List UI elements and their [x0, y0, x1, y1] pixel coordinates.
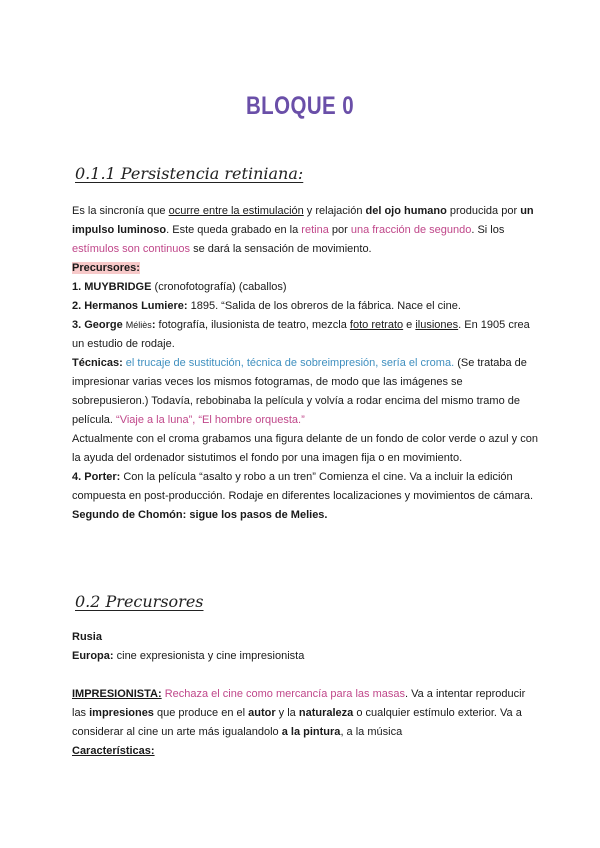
bold-text: del ojo humano	[365, 205, 447, 217]
bold-text: a la pintura	[281, 726, 341, 738]
bold-text: autor	[248, 707, 276, 719]
blue-text: el trucaje de sustitución, técnica de sobreimpresión, sería el croma.	[122, 357, 455, 369]
text-run: . Este queda grabado en la	[166, 224, 302, 236]
item-label: 2. Hermanos Lumiere:	[72, 300, 188, 312]
section-heading-persistencia: 0.1.1 Persistencia retiniana:	[75, 164, 304, 183]
caracteristicas-label: Características:	[72, 745, 155, 757]
precursor-item-2	[72, 297, 542, 316]
item-label: 3. George	[72, 319, 126, 331]
text-run: y la	[275, 707, 299, 719]
pink-text: “Viaje a la luna”, “El hombre orquesta.”	[116, 414, 305, 426]
text-run: por	[328, 224, 351, 236]
text-run: que produce en el	[153, 707, 249, 719]
item-label: 4. Porter:	[72, 471, 121, 483]
text-run: producida por	[446, 205, 521, 217]
item-name: Méliès	[125, 320, 152, 330]
pink-text: Rechaza el cine como mercancía para las masas	[161, 688, 405, 700]
pink-text: estímulos son continuos	[72, 243, 191, 255]
tecnicas-text: (Se trataba de impresionar varias veces los mismos fotogramas, de modo que las imágenes se sobrepusieron.) Todavía, rebobinaba la película y volvía a rodar encima del mismo tramo de película.	[72, 357, 527, 426]
underlined-text: ilusiones	[415, 319, 459, 331]
bold-text: naturaleza	[298, 707, 354, 719]
section-body-precursores	[72, 628, 542, 761]
intro-paragraph	[72, 202, 542, 259]
page-title: BLOQUE 0	[245, 92, 355, 120]
item-colon: :	[151, 319, 156, 331]
chomon-line	[72, 506, 542, 525]
impresionista-label: IMPRESIONISTA:	[72, 688, 162, 700]
section-body-persistencia	[72, 202, 542, 525]
precursor-item-1	[72, 278, 542, 297]
text-run: se dará la sensación de movimiento.	[190, 243, 372, 255]
bold-text: impresiones	[89, 707, 154, 719]
item-text: fotografía, ilusionista de teatro, mezcla	[155, 319, 350, 331]
text-run: y relajación	[303, 205, 366, 217]
text-run: , a la música	[340, 726, 403, 738]
item-text: e	[403, 319, 416, 331]
precursores-label: Precursores:	[72, 262, 140, 274]
section-heading-precursores: 0.2 Precursores	[75, 592, 204, 611]
europa-label: Europa:	[72, 650, 114, 662]
item-text: . En 1905 crea un estudio de rodaje.	[72, 319, 530, 350]
rusia-line	[72, 628, 542, 647]
caracteristicas-line	[72, 742, 542, 761]
bold-text: un impulso luminoso	[72, 205, 534, 236]
spacer	[72, 666, 542, 685]
europa-line	[72, 647, 542, 666]
pink-text: una fracción de segundo	[350, 224, 472, 236]
croma-paragraph: Actualmente con el croma grabamos una figura delante de un fondo de color verde o azul y con la ayuda del ordenador sistutimos el fondo por una imagen fija o en movimiento.	[72, 433, 538, 464]
chomon-text: Segundo de Chomón: sigue los pasos de Melies.	[72, 509, 328, 521]
underlined-text: ocurre entre la estimulación	[168, 205, 304, 217]
tecnicas-label: Técnicas:	[72, 357, 123, 369]
rusia-label: Rusia	[72, 631, 102, 643]
text-run: o cualquier estímulo exterior. Va a considerar al cine un arte más igualandolo	[72, 707, 522, 738]
tecnicas-paragraph	[72, 354, 542, 430]
pink-text: retina	[301, 224, 329, 236]
underlined-text: foto retrato	[349, 319, 404, 331]
text-run: . Va a intentar reproducir las	[72, 688, 526, 719]
item-label: 1. MUYBRIDGE	[72, 281, 152, 293]
text-run: . Si los	[471, 224, 505, 236]
text-run: Es la sincronía que	[72, 205, 169, 217]
europa-text: cine expresionista y cine impresionista	[113, 650, 305, 662]
precursor-item-4	[72, 468, 542, 506]
item-text: Con la película “asalto y robo a un tren” Comienza el cine. Va a incluir la edición compuesta en post-producción. Rodaje en diferentes localizaciones y movimientos de cámara.	[72, 471, 534, 502]
precursor-item-3	[72, 316, 542, 354]
impresionista-paragraph	[72, 685, 542, 742]
item-text: 1895. “Salida de los obreros de la fábrica. Nace el cine.	[187, 300, 461, 312]
item-text: (cronofotografía) (caballos)	[151, 281, 287, 293]
precursores-label-line	[72, 259, 542, 278]
